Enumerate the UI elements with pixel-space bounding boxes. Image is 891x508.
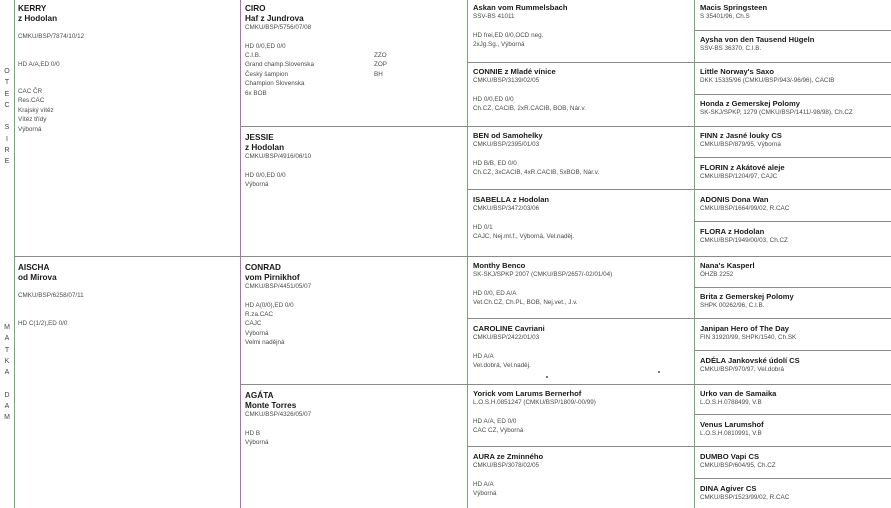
grandparent-registration: CMKU/BSP/5756/07/08 (245, 24, 312, 32)
great-grandparent-health: HD A/A (473, 352, 494, 360)
grandparent-cell (245, 4, 463, 98)
row-divider (694, 221, 891, 222)
grandparent-title: Výborná (245, 181, 269, 188)
ancestor-info: L.O.S.H.0788499, V.B (700, 399, 762, 407)
row-divider (694, 414, 891, 415)
grandparent-cell (245, 263, 463, 348)
ancestor-info: CMKU/BSP/604/95, Ch.CZ (700, 462, 776, 470)
great-grandparent-cell (473, 195, 691, 241)
grandparent-cell (245, 391, 463, 447)
ancestor-name: FLORA z Hodolan (700, 227, 765, 236)
great-grandparent-name: Yorick vom Larums Bernerhof (473, 389, 582, 398)
grandparent-registration: CMKU/BSP/4326/05/07 (245, 411, 312, 419)
ancestor-info: CMKU/BSP/970/97, Vel.dobrá (700, 366, 785, 374)
row-divider (694, 478, 891, 479)
ancestor-cell (700, 292, 889, 311)
row-divider (240, 126, 891, 127)
sire-title: Výborná (18, 125, 42, 133)
grandparent-kennel: vom Pirnikhof (245, 272, 300, 282)
great-grandparent-health: HD A/A, ED 0/0 (473, 417, 517, 425)
great-grandparent-health: HD frei,ED 0/0,OCD neg. (473, 31, 544, 39)
ancestor-cell (700, 195, 889, 214)
great-grandparent-cell (473, 67, 691, 113)
grandparent-title: Champion Slovenska (245, 80, 305, 88)
grandparent-health: HD 0/0,ED 0/0 (245, 42, 286, 50)
sire-registration: CMKU/BSP/7874/10/12 (18, 33, 85, 41)
great-grandparent-name: CAROLINE Cavriani (473, 324, 545, 333)
sire-title: CAC ČR (18, 88, 43, 95)
scan-speck (546, 376, 548, 378)
grandparent-title: 6x BOB (245, 89, 267, 97)
great-grandparent-cell (473, 3, 691, 49)
great-grandparent-registration: SSV-BS 41011 (473, 13, 515, 21)
ancestor-cell (700, 3, 889, 22)
great-grandparent-registration: SK-SKJ/SPKP 2007 (CMKU/BSP/2657/-02/01/04) (473, 271, 613, 279)
grandparent-name: CONRAD (245, 263, 281, 272)
great-grandparent-registration: CMKU/BSP/3139/02/05 (473, 77, 540, 85)
grandparent-health: HD A(0/0),ED 0/0 (245, 301, 294, 309)
grandparent-title: Velmi nadějná (245, 339, 285, 347)
great-grandparent-titles: Ch.CZ, 3xCACIB, 4xR.CACIB, 5xBOB, Nár.v. (473, 169, 600, 177)
ancestor-info: CMKU/BSP/1523/99/02, R.CAC (700, 494, 790, 502)
grandparent-title: C.I.B. (245, 52, 261, 59)
ancestor-cell (700, 356, 889, 375)
grandparent-kennel: z Hodolan (245, 142, 285, 152)
grandparent-title: Výborná (245, 439, 269, 446)
ancestor-name: ADÉLA Jankovské údolí CS (700, 356, 800, 365)
ancestor-info: DKK 15335/96 (CMKU/BSP/943/-96/96), CACIB (700, 77, 835, 85)
grandparent-title: Český šampion (245, 70, 289, 78)
row-divider (694, 94, 891, 95)
ancestor-name: Urko van de Samaika (700, 389, 777, 398)
grandparent-title: CAJC (245, 320, 262, 328)
grandparent-exam: ZOP (374, 61, 387, 69)
ancestor-info: SHPK 00262/96, C.I.B. (700, 302, 765, 310)
ancestor-name: Venus Larumshof (700, 420, 764, 429)
row-divider (694, 157, 891, 158)
great-grandparent-health: HD 0/1 (473, 223, 493, 231)
ancestor-info: SK-SKJ/SPKP, 1279 (CMKU/BSP/1411/-98/98), Ch.CZ (700, 109, 853, 117)
great-grandparent-health: HD A/A (473, 480, 494, 488)
grandparent-title: Grand champ.Slovenska (245, 61, 314, 69)
ancestor-info: CMKU/BSP/1204/97, CAJC (700, 173, 778, 181)
grandparent-exam: BH (374, 70, 383, 78)
great-grandparent-name: CONNIE z Mladé vínice (473, 67, 556, 76)
great-grandparent-cell (473, 131, 691, 177)
ancestor-name: ADONIS Dona Wan (700, 195, 769, 204)
ancestor-name: Little Norway's Saxo (700, 67, 774, 76)
great-grandparent-health: HD 0/0, ED A/A (473, 289, 517, 297)
ancestor-name: FINN z Jasné louky CS (700, 131, 782, 140)
row-divider (694, 350, 891, 351)
grandparent-kennel: Haf z Jundrova (245, 13, 304, 23)
row-divider (240, 384, 891, 385)
sire-cell (18, 4, 236, 134)
grandparent-health: HD 0/0,ED 0/0 (245, 171, 286, 179)
grandparent-cell (245, 133, 463, 189)
ancestor-cell (700, 324, 889, 343)
ancestor-cell (700, 163, 889, 182)
ancestor-name: DUMBO Vapi CS (700, 452, 760, 461)
great-grandparent-cell (473, 452, 691, 498)
column-divider (467, 0, 468, 508)
ancestor-name: Janipan Hero of The Day (700, 324, 790, 333)
row-divider (694, 287, 891, 288)
great-grandparent-titles: CAC CZ, Výborná (473, 427, 524, 435)
great-grandparent-registration: CMKU/BSP/3472/03/06 (473, 205, 540, 213)
ancestor-cell (700, 484, 889, 503)
ancestor-cell (700, 420, 889, 439)
great-grandparent-name: AURA ze Zminného (473, 452, 544, 461)
ancestor-info: CMKU/BSP/1949/00/03, Ch.CZ (700, 237, 788, 245)
great-grandparent-name: Askan vom Rummelsbach (473, 3, 568, 12)
great-grandparent-name: ISABELLA z Hodolan (473, 195, 550, 204)
column-divider (694, 0, 695, 508)
great-grandparent-health: HD B/B, ED 0/0 (473, 159, 517, 167)
ancestor-info: CMKU/BSP/879/95, Výborná (700, 141, 781, 149)
ancestor-info: ÖHZB 2252 (700, 271, 734, 279)
ancestor-cell (700, 131, 889, 150)
ancestor-info: CMKU/BSP/1664/99/02, R.CAC (700, 205, 790, 213)
ancestor-cell (700, 452, 889, 471)
ancestor-name: Brita z Gemerskej Polomy (700, 292, 794, 301)
grandparent-exam: ZZO (374, 52, 387, 59)
great-grandparent-registration: CMKU/BSP/2395/01/03 (473, 141, 540, 149)
sire-title: Krajský vítěz (18, 106, 54, 114)
ancestor-name: Honda z Gemerskej Polomy (700, 99, 801, 108)
great-grandparent-registration: L.O.S.H.0851247 (CMKU/BSP/1809/-00/99) (473, 399, 596, 407)
ancestor-cell (700, 389, 889, 408)
great-grandparent-registration: CMKU/BSP/3078/02/05 (473, 462, 540, 470)
great-grandparent-health: HD 0/0,ED 0/0 (473, 95, 514, 103)
grandparent-registration: CMKU/BSP/4451/05/07 (245, 283, 312, 291)
great-grandparent-titles: 2xJg.Sg., Výborná (473, 41, 525, 49)
great-grandparent-registration: CMKU/BSP/2422/01/03 (473, 334, 540, 342)
great-grandparent-cell (473, 261, 691, 307)
dam-kennel: od Mirova (18, 272, 57, 282)
row-divider (694, 30, 891, 31)
great-grandparent-titles: Ch.CZ, CACIB, 2xR.CACIB, BOB, Nár.v. (473, 105, 586, 113)
column-divider (240, 0, 241, 508)
great-grandparent-titles: CAJC, Nej.ml.f., Výborná, Vel.naděj. (473, 233, 575, 241)
ancestor-cell (700, 227, 889, 246)
ancestor-info: SSV-BS 36370, C.I.B. (700, 45, 762, 53)
column-divider (14, 0, 15, 508)
sire-name: KERRY (18, 4, 47, 13)
grandparent-name: CIRO (245, 4, 266, 13)
great-grandparent-titles: Vet.Ch.CZ, Ch.PL, BOB, Nej.vet., J.v. (473, 299, 578, 307)
sire-title: Res.CAC (18, 97, 45, 105)
dam-cell (18, 263, 236, 328)
ancestor-name: Aysha von den Tausend Hügeln (700, 35, 815, 44)
grandparent-name: AGÁTA (245, 391, 274, 400)
grandparent-registration: CMKU/BSP/4916/06/10 (245, 153, 312, 161)
sire-title: Vítěz třídy (18, 116, 47, 124)
row-divider (14, 256, 891, 257)
sire-side-label: O T E C S I R E (4, 68, 10, 166)
ancestor-name: Macis Springsteen (700, 3, 768, 12)
dam-side-label: M A T K A D A M (4, 324, 10, 422)
great-grandparent-cell (473, 389, 691, 435)
ancestor-name: DINA Agiver CS (700, 484, 757, 493)
ancestor-name: FLORIN z Akátové aleje (700, 163, 785, 172)
grandparent-kennel: Monte Torres (245, 400, 297, 410)
great-grandparent-name: BEN od Samohelky (473, 131, 543, 140)
ancestor-name: Nana's Kasperl (700, 261, 755, 270)
grandparent-name: JESSIE (245, 133, 274, 142)
row-divider (467, 62, 891, 63)
grandparent-title: Výborná (245, 329, 269, 337)
ancestor-info: FIN 31920/99, SHPK/1540, Ch.SK (700, 334, 797, 342)
grandparent-health: HD B (245, 429, 261, 437)
dam-name: AISCHA (18, 263, 50, 272)
great-grandparent-titles: Vel.dobrá, Vel.naděj. (473, 362, 531, 370)
dam-health: HD C(1/2),ED 0/0 (18, 319, 68, 327)
grandparent-title: R.za.CAC (245, 311, 273, 318)
ancestor-cell (700, 35, 889, 54)
row-divider (467, 318, 891, 319)
dam-registration: CMKU/BSP/6258/07/11 (18, 292, 84, 300)
great-grandparent-name: Monthy Benco (473, 261, 526, 270)
sire-kennel: z Hodolan (18, 13, 58, 23)
ancestor-cell (700, 99, 889, 118)
great-grandparent-cell (473, 324, 691, 370)
row-divider (467, 189, 891, 190)
ancestor-info: S 35401/96, Ch.S (700, 13, 750, 21)
ancestor-cell (700, 67, 889, 86)
sire-health: HD A/A,ED 0/0 (18, 60, 60, 68)
great-grandparent-titles: Výborná (473, 490, 497, 498)
scan-speck (658, 371, 660, 373)
ancestor-cell (700, 261, 889, 280)
ancestor-info: L.O.S.H.0810991, V.B (700, 430, 762, 438)
row-divider (467, 446, 891, 447)
